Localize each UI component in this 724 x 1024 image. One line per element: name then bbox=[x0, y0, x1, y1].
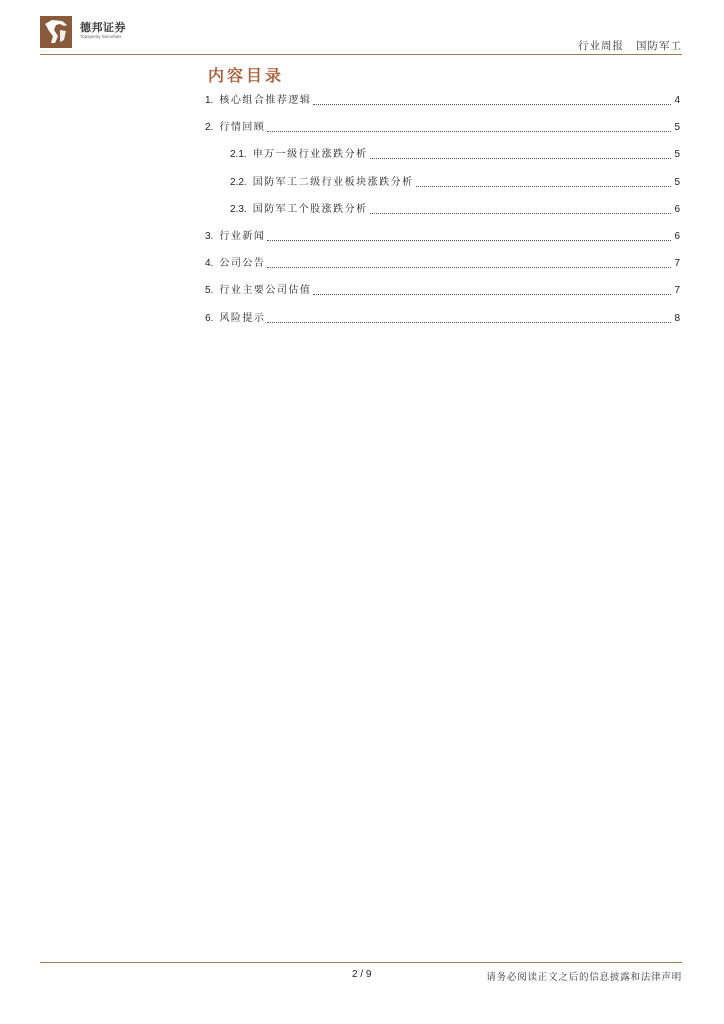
toc-entry[interactable] bbox=[205, 94, 680, 121]
toc-entry-title: 公司公告 bbox=[219, 258, 266, 270]
toc-entry-number: 2.1. bbox=[230, 149, 247, 161]
report-type-tag: 行业周报 bbox=[578, 40, 624, 52]
toc-entry-number: 4. bbox=[205, 258, 214, 270]
toc-entry-title: 行情回顾 bbox=[219, 122, 266, 134]
toc-title: 内容目录 bbox=[208, 66, 285, 85]
toc-entry-title: 核心组合推荐逻辑 bbox=[219, 95, 312, 106]
toc-entry-number: 3. bbox=[205, 230, 214, 242]
toc-entry-number: 2.2. bbox=[230, 176, 247, 188]
toc-leader bbox=[267, 312, 671, 323]
toc-leader bbox=[416, 176, 672, 187]
toc-entry-title: 风险提示 bbox=[219, 312, 266, 324]
toc-entry[interactable] bbox=[205, 121, 680, 148]
toc-entry[interactable] bbox=[205, 230, 680, 257]
page-header bbox=[0, 0, 724, 60]
toc-entry-page: 6 bbox=[674, 230, 680, 242]
header-divider bbox=[40, 54, 682, 55]
toc-entry-page: 4 bbox=[674, 95, 680, 106]
toc-leader bbox=[370, 203, 672, 214]
toc-entry-page: 8 bbox=[674, 312, 680, 324]
industry-tag: 国防军工 bbox=[636, 40, 682, 52]
toc-entry-number: 2. bbox=[205, 122, 214, 134]
toc-entry-number: 5. bbox=[205, 285, 214, 297]
toc-entry-title: 国防军工个股涨跌分析 bbox=[252, 203, 368, 215]
toc-leader bbox=[370, 148, 672, 159]
toc-entry-title: 国防军工二级行业板块涨跌分析 bbox=[252, 176, 414, 188]
toc-leader bbox=[313, 284, 671, 295]
toc-entry-number: 1. bbox=[205, 95, 214, 106]
toc-entry-page: 7 bbox=[674, 258, 680, 270]
toc-leader bbox=[267, 230, 671, 241]
company-logo bbox=[40, 16, 130, 48]
toc-subentry[interactable] bbox=[205, 203, 680, 230]
legal-disclaimer: 请务必阅读正文之后的信息披露和法律声明 bbox=[486, 972, 682, 983]
toc-entry[interactable] bbox=[205, 257, 680, 284]
toc-leader bbox=[313, 94, 671, 105]
toc-entry-title: 行业主要公司估值 bbox=[219, 285, 312, 297]
toc-subentry[interactable] bbox=[205, 176, 680, 203]
toc-entry-page: 7 bbox=[674, 285, 680, 297]
toc-leader bbox=[267, 257, 671, 268]
logo-mark-icon bbox=[40, 16, 72, 48]
footer-divider bbox=[40, 962, 682, 963]
toc-entry-page: 5 bbox=[674, 122, 680, 134]
toc-entry[interactable] bbox=[205, 312, 680, 339]
toc-entry-title: 申万一级行业涨跌分析 bbox=[252, 149, 368, 161]
toc-entry-number: 2.3. bbox=[230, 203, 247, 215]
toc-entry-page: 6 bbox=[674, 203, 680, 215]
brand-name-en: Topsperity Securities bbox=[80, 34, 122, 39]
table-of-contents bbox=[205, 94, 680, 339]
toc-leader bbox=[267, 121, 671, 132]
toc-subentry[interactable] bbox=[205, 148, 680, 175]
header-tags bbox=[578, 38, 682, 53]
brand-name-cn: 德邦证券 bbox=[80, 21, 126, 34]
toc-entry-page: 5 bbox=[674, 149, 680, 161]
toc-entry[interactable] bbox=[205, 284, 680, 311]
toc-entry-page: 5 bbox=[674, 176, 680, 188]
toc-entry-number: 6. bbox=[205, 312, 214, 324]
page-indicator: 2 / 9 bbox=[352, 969, 372, 980]
toc-entry-title: 行业新闻 bbox=[219, 230, 266, 242]
